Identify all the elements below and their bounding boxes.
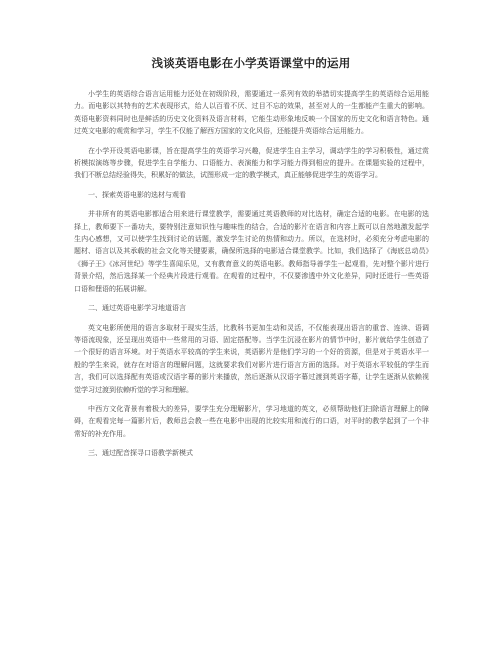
section-heading-3: 三、通过配音探寻口语教学新模式 (88, 449, 193, 458)
document-body (74, 88, 429, 467)
paragraph-section-2b: 中西方文化背景有着极大的差异，要学生充分理解影片，学习地道的英文，必须帮助他们扫除语言理解上的障碍，在观看完每一篇影片后，教师总会教一些在电影中出现的比较实用和流行的口语，对平时的教学起到了一个非常好的补充作用。 (74, 404, 429, 438)
section-heading-2: 二、通过英语电影学习地道语言 (88, 304, 186, 313)
paragraph-purpose: 在小学开设英语电影课，旨在提高学生的英语学习兴趣，促进学生自主学习，调动学生的学习积极性，通过赏析模拟演练等步骤，促进学生自学能力、口语能力、表演能力和学习能力得到相应的提升。在课题实验的过程中，我们不断总结经验得失，积累好的做法，试图形成一定的教学模式，真正能够促进学生的英语学习。 (74, 146, 429, 180)
paragraph-intro: 小学生的英语综合语言运用能力还处在初级阶段，需要通过一系列有效的举措切实提高学生的英语综合运用能力。而电影以其特有的艺术表现形式，给人以百看不厌、过目不忘的效果，甚至对人的一生都能产生重大的影响。英语电影资料同时也是鲜活的历史文化资料及语言材料，它能生动形象地反映一个国家的历史文化和语言特色。通过英文电影的观赏和学习，学生不仅能了解西方国家的文化风俗，还能提升英语综合运用能力。 (74, 90, 429, 136)
paragraph-section-2a: 英文电影所使用的语言多取材于现实生活，比教科书更加生动和灵活，不仅能表现出语言的重音、连读、语调等语流现象，还呈现出英语中一些常用的习语、固定搭配等。当学生沉浸在影片的情节中时，影片就给学生创造了一个很好的语言环境。对于英语水平较高的学生来说，英语影片是他们学习的一个好的资源，但是对于英语水平一般的学生来说，就存在对语言的理解问题，这就要求我们对影片进行语言方面的选择。对于英语水平较低的学生而言，我们可以选择配有英语或汉语字幕的影片来播放，然后逐渐从汉语字幕过渡到英语字幕，让学生逐渐从依赖视觉学习过渡到依赖听觉的学习和理解。 (74, 323, 429, 394)
section-heading-1: 一、探索英语电影的选材与观看 (88, 190, 186, 199)
paragraph-section-1: 并非所有的英语电影都适合用来进行课堂教学，需要通过英语教师的对比选材，确定合适的电影。在电影的选择上，教师要下一番功夫，要特别注意知识性与趣味性的结合，合适的影片在语言和内容上既可以自然地激发起学生内心感想，又可以使学生找到讨论的话题，激发学生讨论的热情和动力。所以，在选材时，必须充分考虑电影的题材、语言以及其承载的社会文化等关键要素，确保所选择的电影适合课堂教学。比如，我们选择了《海底总动员》《狮子王》《冰河世纪》等学生喜闻乐见，又有教育意义的英语电影。教师指导善学生一起观看，先对整个影片进行背景介绍，然后选择某一个经典片段进行观看。在观看的过程中，不仅要渗透中外文化差异，同时还进行一些英语口语和俚语的拓展讲解。 (74, 210, 429, 293)
document-title: 浅谈英语电影在小学英语课堂中的运用 (151, 56, 351, 70)
